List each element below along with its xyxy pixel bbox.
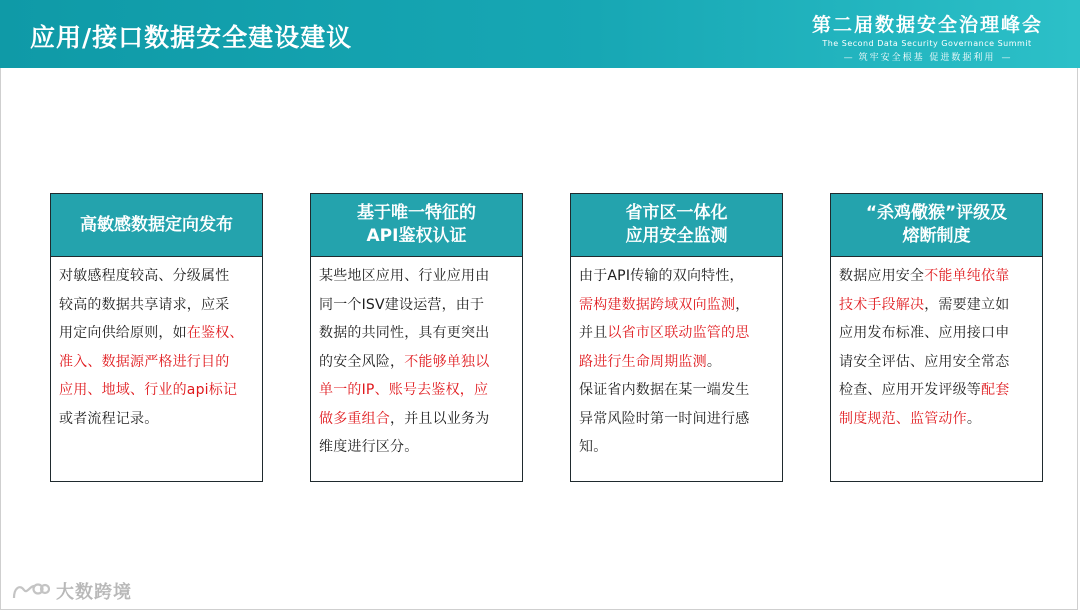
body-text: 某些地区应用、行业应用由 同一个ISV建设运营，由于 数据的共同性，具有更突出 的安全风险，	[319, 268, 490, 370]
body-text: ， 并且	[579, 296, 750, 341]
body-text: ，需要建立如 应用发布标准、应用接口申 请安全评估、应用安全常态 检查、应用开发评级等	[839, 296, 1010, 398]
summit-title: 第二届数据安全治理峰会	[812, 14, 1044, 36]
card-title-line: 基于唯一特征的	[357, 203, 476, 223]
summit-logo	[812, 10, 1042, 63]
highlight-text: 不能够单独以 单一的IP、账号去鉴权，应 做多重组合	[319, 353, 490, 427]
card-title-line: 省市区一体化	[625, 203, 728, 223]
body-text: 。	[966, 410, 982, 427]
body-text: 数据应用安全	[839, 268, 925, 284]
summit-slogan-text: 筑牢安全根基 促进数据利用	[858, 53, 996, 63]
card-body	[59, 262, 254, 433]
highlight-text: 在鉴权、 准入、数据源严格进行目的 应用、地域、行业的api标记	[59, 325, 244, 398]
card-4	[830, 193, 1043, 482]
highlight-text: 以省市区联动监管的思 路进行生命周期监测	[579, 325, 750, 370]
card-title-line: “杀鸡儆猴”评级及	[865, 203, 1008, 223]
brand-logo-icon	[10, 580, 50, 602]
highlight-text: 配套 制度规范、监管动作	[839, 382, 1010, 427]
highlight-text: 需构建数据跨域双向监测	[579, 296, 736, 313]
card-body	[319, 262, 514, 462]
page-title: 应用/接口数据安全建设建议	[30, 23, 353, 52]
card-2	[310, 193, 523, 482]
card-title	[51, 194, 262, 257]
body-text: 或者流程记录。	[59, 410, 159, 427]
card-title-line: 高敏感数据定向发布	[80, 214, 233, 235]
card-title	[311, 194, 522, 257]
card-title	[831, 194, 1042, 257]
watermark-text: 大数跨境	[56, 582, 132, 603]
highlight-text: 不能单纯依靠 技术手段解决	[839, 268, 1010, 313]
card-title-line: API鉴权认证	[366, 226, 467, 246]
header-bar	[0, 0, 1080, 68]
card-title-line: 应用安全监测	[625, 226, 728, 246]
body-text: 。 保证省内数据在某一端发生 异常风险时第一时间进行感 知。	[579, 353, 750, 455]
summit-slogan: — 筑牢安全根基 促进数据利用 —	[843, 53, 1011, 63]
summit-subtitle: The Second Data Security Governance Summit	[822, 39, 1032, 48]
body-text: ，并且以业务为 维度进行区分。	[319, 410, 490, 455]
watermark	[10, 578, 132, 604]
card-title-line: 熔断制度	[902, 226, 971, 246]
card-3	[570, 193, 783, 482]
card-1	[50, 193, 263, 482]
body-text: 对敏感程度较高、分级属性 较高的数据共享请求，应采 用定向供给原则，如	[59, 268, 230, 341]
body-text: 由于API传输的双向特性，	[579, 268, 744, 284]
card-title	[571, 194, 782, 257]
card-body	[839, 262, 1034, 433]
card-body	[579, 262, 774, 462]
